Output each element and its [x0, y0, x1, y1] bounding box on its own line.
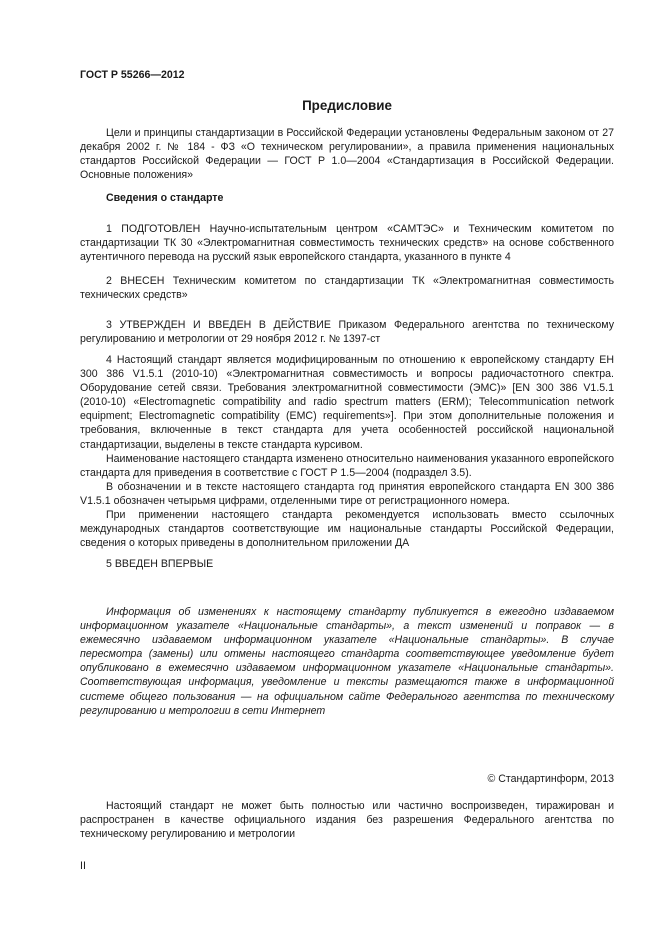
info-notice-block: [80, 605, 614, 718]
info-notice-paragraph: Информация об изменениях к настоящему стандарту публикуется в ежегодно издаваемом информационном указателе «Национальные стандарты», а текст изменений и поправок — в ежемесячно издаваемом информационном указателе «Национальные стандарты». В случае пересмотра (замены) или отмены настоящего стандарта соответствующее уведомление будет опубликовано в ежемесячно издаваемом информационном указателе «Национальные стандарты». Соответствующая информация, уведомление и тексты размещаются также в информационной системе общего пользования — на официальном сайте Федерального агентства по техническому регулированию и метрологии в сети Интернет: [80, 606, 614, 717]
section-heading: Сведения о стандарте: [106, 192, 224, 204]
intro-paragraph: Цели и принципы стандартизации в Российской Федерации установлены Федеральным законом от 27 декабря 2002 г. № 184 - ФЗ «О техническом регулировании», а правила применения национальных стандартов Российской Федерации — ГОСТ Р 1.0—2004 «Стандартизация в Российской Федерации. Основные положения»: [80, 127, 614, 182]
legal-notice-paragraph: Настоящий стандарт не может быть полностью или частично воспроизведен, тиражирован и распространен в качестве официального издания без разрешения Федерального агентства по техническому регулированию и метрологии: [80, 800, 614, 841]
item-5-block: [80, 557, 614, 571]
item-1-block: [80, 222, 614, 264]
section-heading-block: [80, 191, 614, 205]
document-code-header: ГОСТ Р 55266—2012: [80, 69, 185, 81]
item-4-references-note: При применении настоящего стандарта рекомендуется использовать вместо ссылочных международных стандартов соответствующие им национальные стандарты Российской Федерации, сведения о которых приведены в дополнительном приложении ДА: [80, 509, 614, 550]
item-2-block: [80, 274, 614, 302]
copyright-notice: © Стандартинформ, 2013: [487, 773, 614, 785]
intro-paragraph-block: [80, 126, 614, 182]
item-4-block: [80, 353, 614, 550]
item-5-paragraph: 5 ВВЕДЕН ВПЕРВЫЕ: [106, 558, 214, 570]
legal-notice-block: [80, 799, 614, 841]
item-1-paragraph: 1 ПОДГОТОВЛЕН Научно-испытательным центром «САМТЭС» и Техническим комитетом по стандартизации ТК 30 «Электромагнитная совместимость технических средств» на основе собственного аутентичного перевода на русский язык европейского стандарта, указанного в пункте 4: [80, 223, 614, 264]
item-2-paragraph: 2 ВНЕСЕН Техническим комитетом по стандартизации ТК «Электромагнитная совместимость технических средств»: [80, 275, 614, 302]
item-3-paragraph: 3 УТВЕРЖДЕН И ВВЕДЕН В ДЕЙСТВИЕ Приказом Федерального агентства по техническому регулированию и метрологии от 29 ноября 2012 г. № 1397-ст: [80, 319, 614, 346]
item-4-designation-note: В обозначении и в тексте настоящего стандарта год принятия европейского стандарта EN 300 386 V1.5.1 обозначен четырьмя цифрами, отделенными тире от регистрационного номера.: [80, 480, 614, 507]
page-number: II: [80, 860, 86, 872]
item-4-paragraph: 4 Настоящий стандарт является модифицированным по отношению к европейскому стандарту ЕН 300 386 V1.5.1 (2010-10) «Электромагнитная совместимость и вопросы радиочастотного спектра. Оборудование сетей связи. Требования электромагнитной совместимости (ЭМС)» [EN 300 386 V1.5.1 (2010-10) «Electromagnetic compatibility and radio spectrum matters (ERM); Telecommunication network equipment; Electromagnetic compatibility (EMC) requirements»]. При этом дополнительные положения и требования, включенные в текст стандарта для учета особенностей российской национальной стандартизации, выделены в тексте стандарта курсивом.: [80, 354, 614, 451]
item-4-name-note: Наименование настоящего стандарта изменено относительно наименования указанного европейского стандарта для приведения в соответствие с ГОСТ Р 1.5—2004 (подраздел 3.5).: [80, 452, 614, 479]
page-title: Предисловие: [302, 98, 392, 113]
item-3-block: [80, 318, 614, 346]
